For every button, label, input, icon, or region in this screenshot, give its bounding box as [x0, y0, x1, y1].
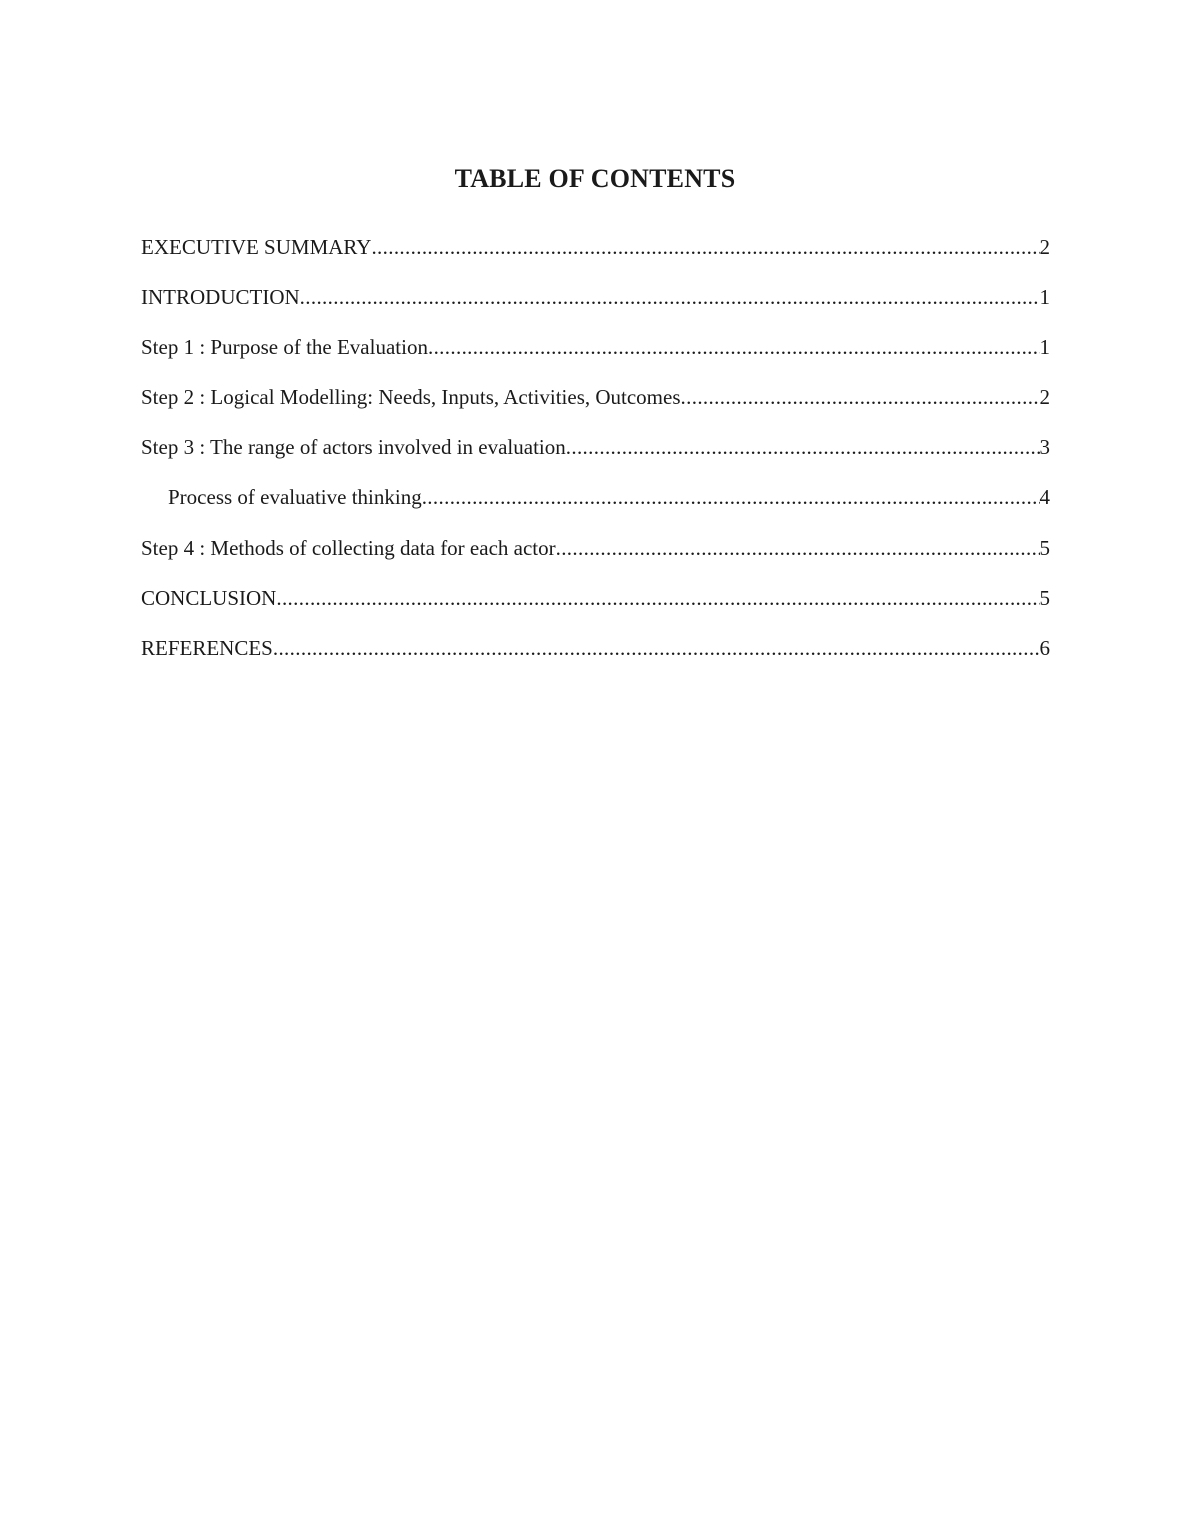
toc-page-number: 2 [1039, 235, 1050, 259]
toc-entry-label: EXECUTIVE SUMMARY [141, 235, 372, 259]
toc-entry-step-3[interactable] [141, 432, 1050, 482]
toc-page-number: 6 [1039, 635, 1050, 660]
toc-page-number: 1 [1039, 335, 1050, 360]
toc-entry-label: INTRODUCTION [141, 285, 300, 310]
toc-entry-executive-summary[interactable] [141, 232, 1050, 282]
toc-entry-conclusion[interactable] [141, 583, 1050, 633]
toc-entry-introduction[interactable] [141, 282, 1050, 332]
toc-entry-label: Step 1 : Purpose of the Evaluation [141, 335, 428, 360]
toc-page-number: 1 [1039, 285, 1050, 310]
toc-entry-label: Step 3 : The range of actors involved in evaluation [141, 435, 566, 460]
toc-entry-label: REFERENCES [141, 635, 273, 660]
toc-page-number: 2 [1039, 385, 1050, 410]
toc-entry-step-1[interactable] [141, 332, 1050, 382]
toc-page-number: 5 [1039, 535, 1050, 560]
toc-dot-leader [422, 482, 1040, 512]
toc-page-number: 4 [1039, 485, 1050, 510]
toc-entry-label: Step 2 : Logical Modelling: Needs, Inputs, Activities, Outcomes [141, 385, 681, 410]
toc-dot-leader [681, 382, 1040, 412]
toc-dot-leader [566, 432, 1040, 462]
toc-dot-leader [273, 633, 1040, 663]
toc-dot-leader [371, 232, 1039, 262]
toc-dot-leader [300, 282, 1040, 312]
toc-entry-step-2[interactable] [141, 382, 1050, 432]
toc-list [141, 232, 1050, 683]
toc-title: TABLE OF CONTENTS [454, 164, 736, 193]
toc-entry-process-of-evaluative-thinking[interactable] [141, 482, 1050, 532]
toc-page-number: 5 [1039, 585, 1050, 610]
toc-page-number: 3 [1039, 435, 1050, 460]
toc-entry-references[interactable] [141, 633, 1050, 683]
toc-entry-label: CONCLUSION [141, 585, 277, 610]
toc-entry-label: Step 4 : Methods of collecting data for each actor [141, 535, 556, 560]
toc-dot-leader [276, 583, 1039, 613]
toc-entry-label: Process of evaluative thinking [168, 485, 422, 510]
toc-entry-step-4[interactable] [141, 533, 1050, 583]
toc-dot-leader [428, 332, 1040, 362]
toc-dot-leader [556, 533, 1040, 563]
